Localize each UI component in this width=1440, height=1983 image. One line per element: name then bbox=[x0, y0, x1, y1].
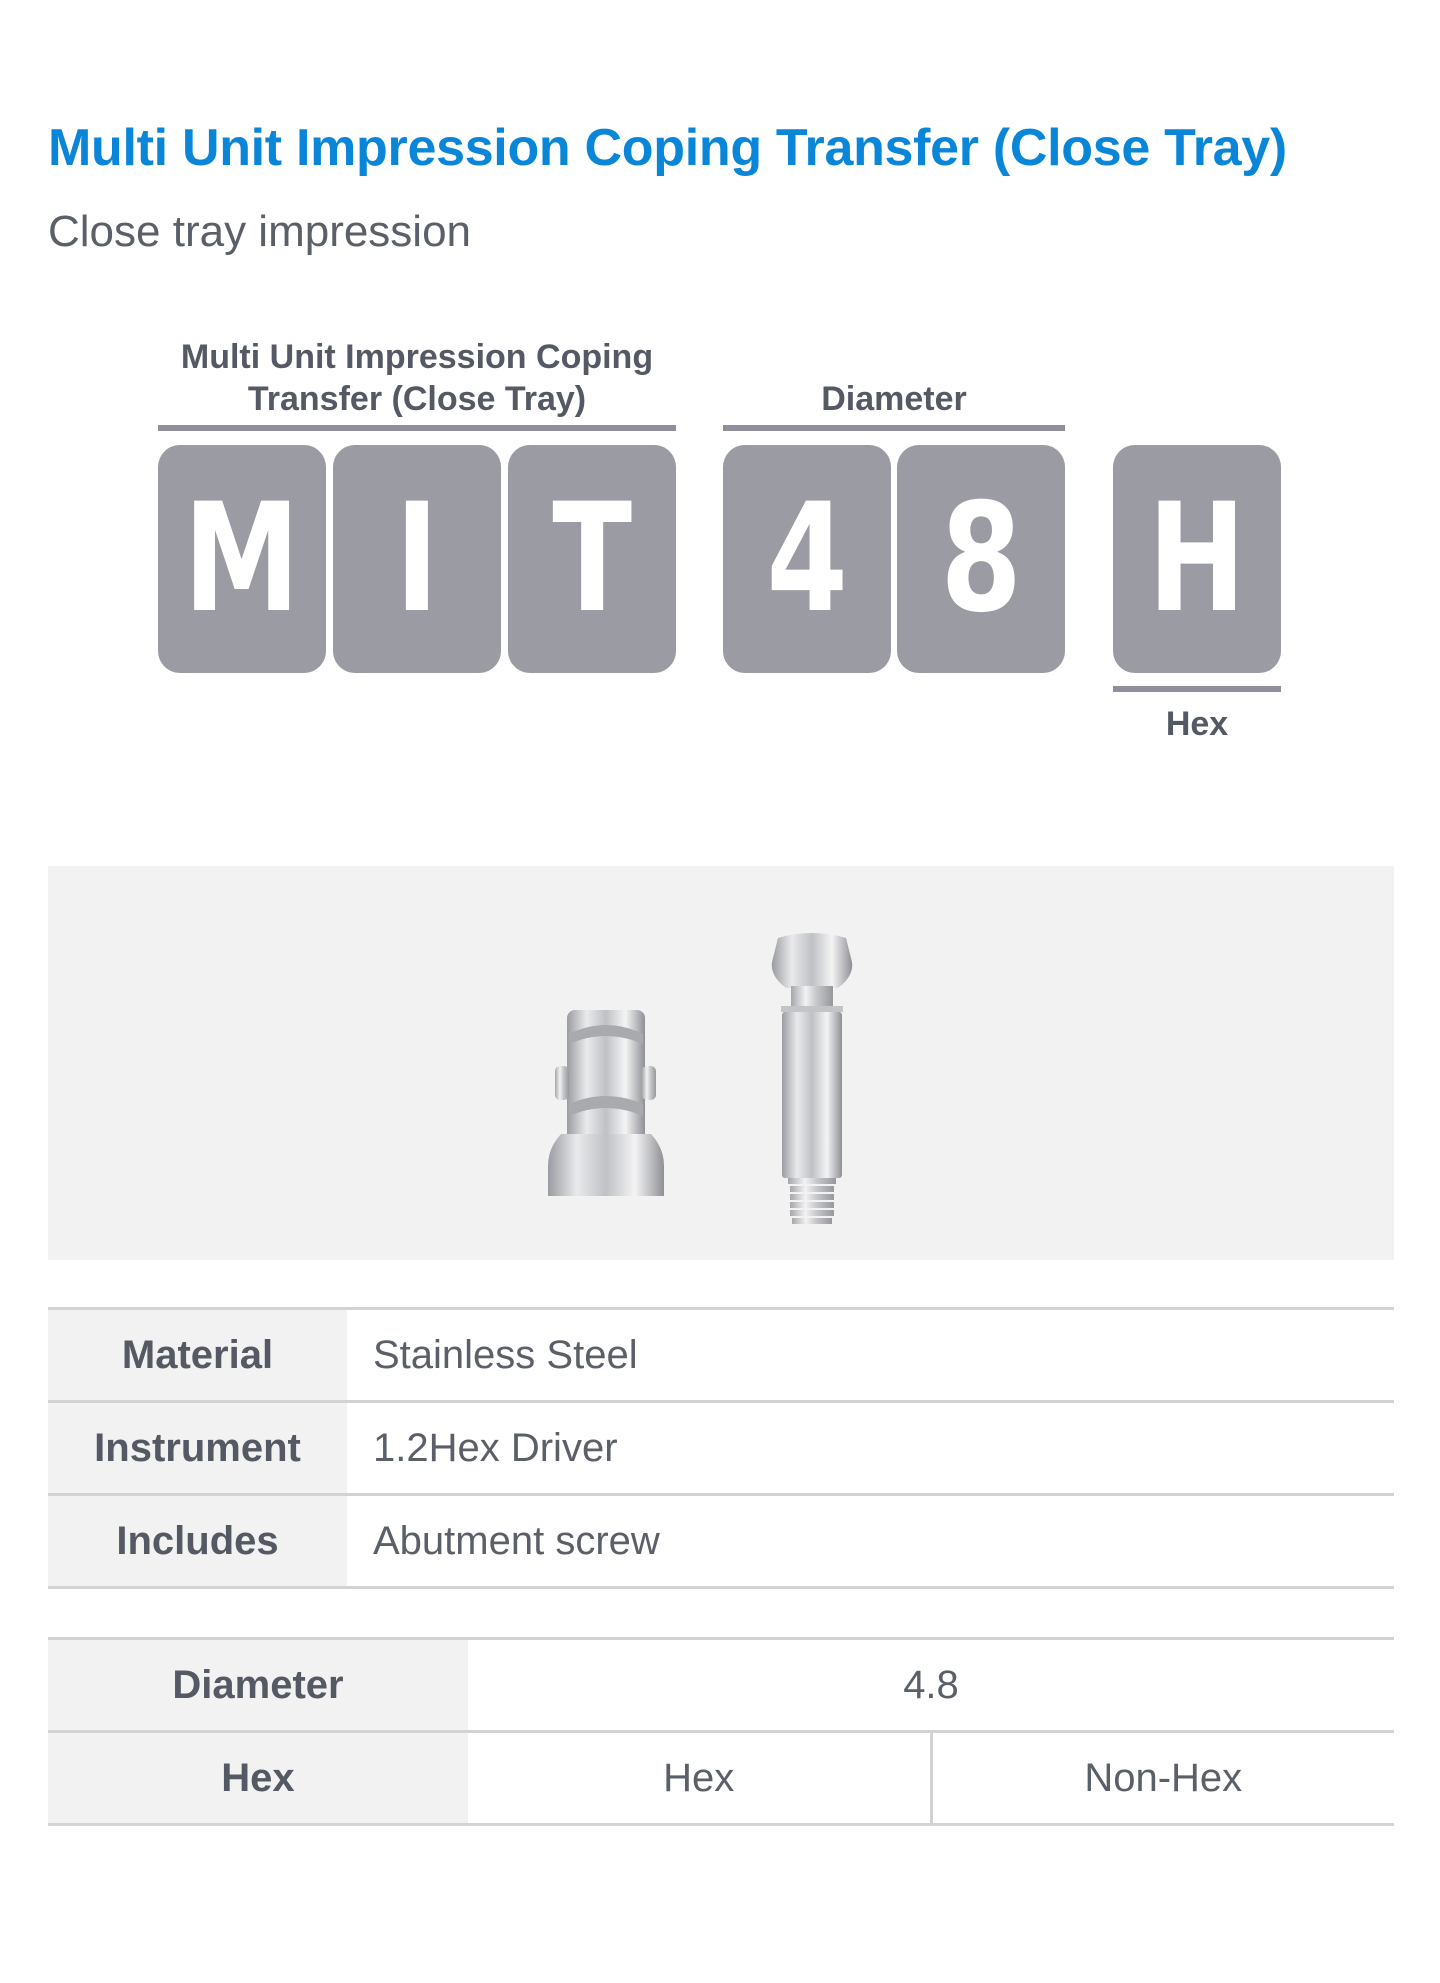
spec-value-material: Stainless Steel bbox=[347, 1309, 1394, 1402]
size-table bbox=[48, 1637, 1394, 1826]
code-tile-8 bbox=[897, 445, 1065, 673]
code-group-line-product bbox=[158, 425, 676, 431]
table-row bbox=[48, 1402, 1394, 1495]
code-group-label-product bbox=[158, 336, 676, 420]
code-letter: 4 bbox=[766, 472, 848, 646]
size-value-diameter: 4.8 bbox=[468, 1639, 1394, 1732]
page-subtitle: Close tray impression bbox=[48, 207, 472, 256]
code-group-label-hex: Hex bbox=[1165, 705, 1229, 743]
product-illustration bbox=[48, 866, 1394, 1260]
code-tile-i bbox=[333, 445, 501, 673]
table-row bbox=[48, 1732, 1394, 1825]
code-letter: H bbox=[1148, 472, 1246, 646]
code-tile-m bbox=[158, 445, 326, 673]
table-row bbox=[48, 1309, 1394, 1402]
spec-value-includes: Abutment screw bbox=[347, 1495, 1394, 1588]
code-letter: I bbox=[395, 472, 439, 646]
spec-table bbox=[48, 1307, 1394, 1589]
spec-label-includes: Includes bbox=[48, 1495, 347, 1588]
product-image bbox=[48, 866, 1394, 1260]
size-label-diameter: Diameter bbox=[48, 1639, 468, 1732]
code-letter: M bbox=[183, 472, 301, 646]
code-tile-4 bbox=[723, 445, 891, 673]
table-row bbox=[48, 1639, 1394, 1732]
code-group-label-product-line1: Multi Unit Impression Coping bbox=[180, 338, 654, 376]
code-group-label-product-line2: Transfer (Close Tray) bbox=[247, 380, 587, 418]
spec-value-instrument: 1.2Hex Driver bbox=[347, 1402, 1394, 1495]
size-value-hex: Hex bbox=[468, 1732, 931, 1825]
code-tile-t bbox=[508, 445, 676, 673]
code-group-line-diameter bbox=[723, 425, 1065, 431]
page-title: Multi Unit Impression Coping Transfer (Close Tray) bbox=[48, 119, 1287, 177]
code-letter: 8 bbox=[940, 472, 1022, 646]
impression-coping-icon bbox=[548, 1010, 664, 1196]
table-row bbox=[48, 1495, 1394, 1588]
abutment-screw-icon bbox=[772, 933, 852, 1224]
size-label-hex: Hex bbox=[48, 1732, 468, 1825]
size-value-non-hex: Non-Hex bbox=[931, 1732, 1394, 1825]
code-letter: T bbox=[552, 472, 632, 646]
spec-label-instrument: Instrument bbox=[48, 1402, 347, 1495]
code-tile-h bbox=[1113, 445, 1281, 673]
code-group-label-diameter: Diameter bbox=[821, 380, 967, 418]
code-group-line-hex bbox=[1113, 686, 1281, 692]
spec-label-material: Material bbox=[48, 1309, 347, 1402]
